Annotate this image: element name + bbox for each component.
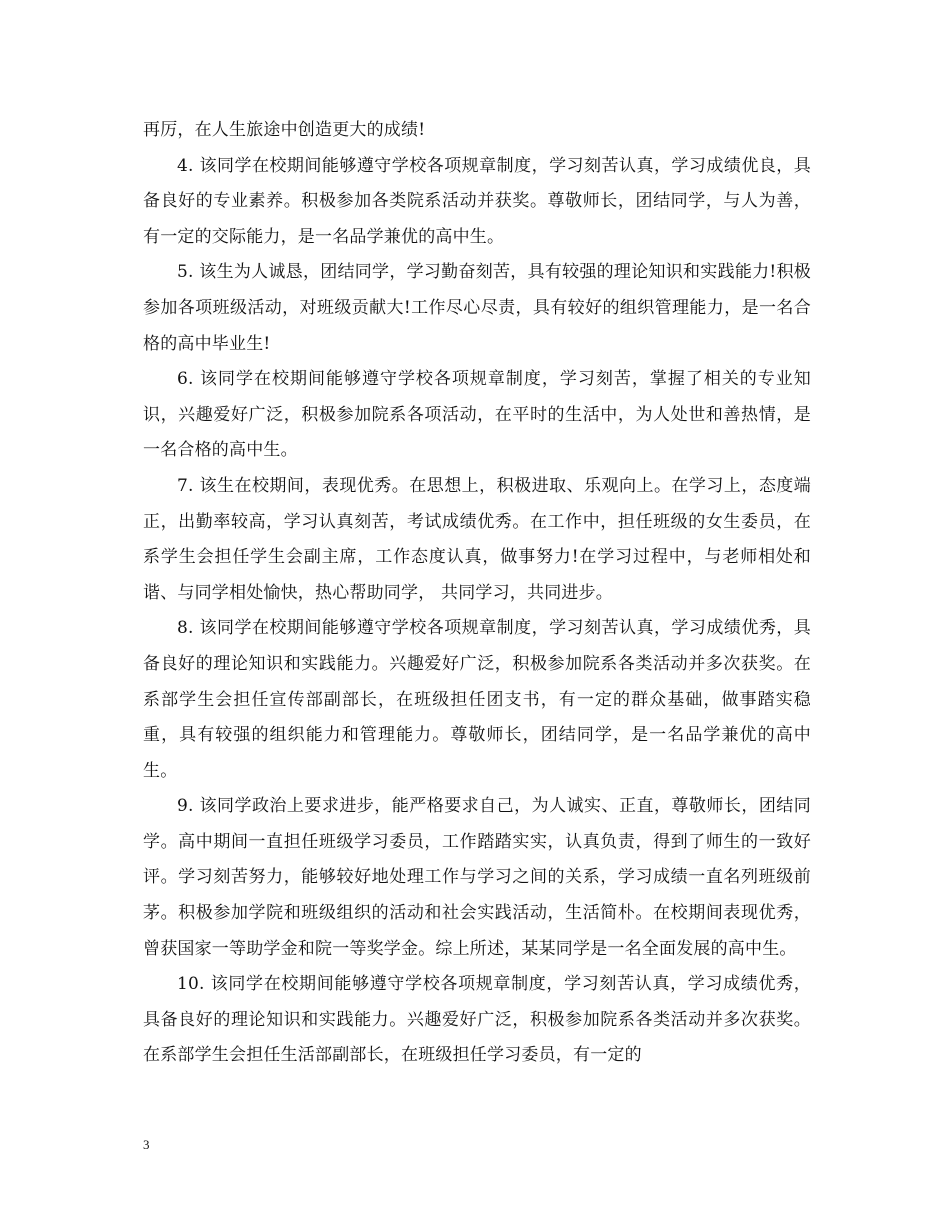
paragraph-item-10: 10. 该同学在校期间能够遵守学校各项规章制度，学习刻苦认真，学习成绩优秀，具备良好的理论知识和实践能力。兴趣爱好广泛，积极参加院系各类活动并多次获奖。在系部学生会担任生活部副部长，在班级担任学习委员，有一定的: [143, 974, 811, 1066]
paragraph-item-9: 9. 该同学政治上要求进步，能严格要求自己，为人诚实、正直，尊敬师长，团结同学。高中期间一直担任班级学习委员，工作踏踏实实，认真负责，得到了师生的一致好评。学习刻苦努力，能够较好地处理工作与学习之间的关系，学习成绩一直名列班级前茅。积极参加学院和班级组织的活动和社会实践活动，生活简朴。在校期间表现优秀，曾获国家一等助学金和院一等奖学金。综上所述，某某同学是一名全面发展的高中生。: [143, 796, 811, 959]
paragraph-item-8: 8. 该同学在校期间能够遵守学校各项规章制度，学习刻苦认真，学习成绩优秀，具备良好的理论知识和实践能力。兴趣爱好广泛，积极参加院系各类活动并多次获奖。在系部学生会担任宣传部副部长，在班级担任团支书，有一定的群众基础，做事踏实稳重，具有较强的组织能力和管理能力。尊敬师长，团结同学，是一名品学兼优的高中生。: [143, 618, 811, 781]
page-body: [143, 113, 811, 1074]
paragraph-item-7: 7. 该生在校期间，表现优秀。在思想上，积极进取、乐观向上。在学习上，态度端正，出勤率较高，学习认真刻苦，考试成绩优秀。在工作中，担任班级的女生委员，在系学生会担任学生会副主席，工作态度认真，做事努力!在学习过程中，与老师相处和谐、与同学相处愉快，热心帮助同学， 共同学习，共同进步。: [143, 475, 811, 603]
paragraph-continuation: 再厉，在人生旅途中创造更大的成绩!: [143, 120, 426, 140]
paragraph-item-6: 6. 该同学在校期间能够遵守学校各项规章制度，学习刻苦，掌握了相关的专业知识，兴趣爱好广泛，积极参加院系各项活动，在平时的生活中，为人处世和善热情，是一名合格的高中生。: [143, 369, 811, 461]
page-number: 3: [143, 1137, 150, 1152]
paragraph-item-4: 4. 该同学在校期间能够遵守学校各项规章制度，学习刻苦认真，学习成绩优良，具备良好的专业素养。积极参加各类院系活动并获奖。尊敬师长，团结同学，与人为善，有一定的交际能力，是一名品学兼优的高中生。: [143, 155, 811, 247]
paragraph-item-5: 5. 该生为人诚恳，团结同学，学习勤奋刻苦，具有较强的理论知识和实践能力!积极参加各项班级活动，对班级贡献大!工作尽心尽责，具有较好的组织管理能力，是一名合格的高中毕业生!: [143, 262, 811, 354]
